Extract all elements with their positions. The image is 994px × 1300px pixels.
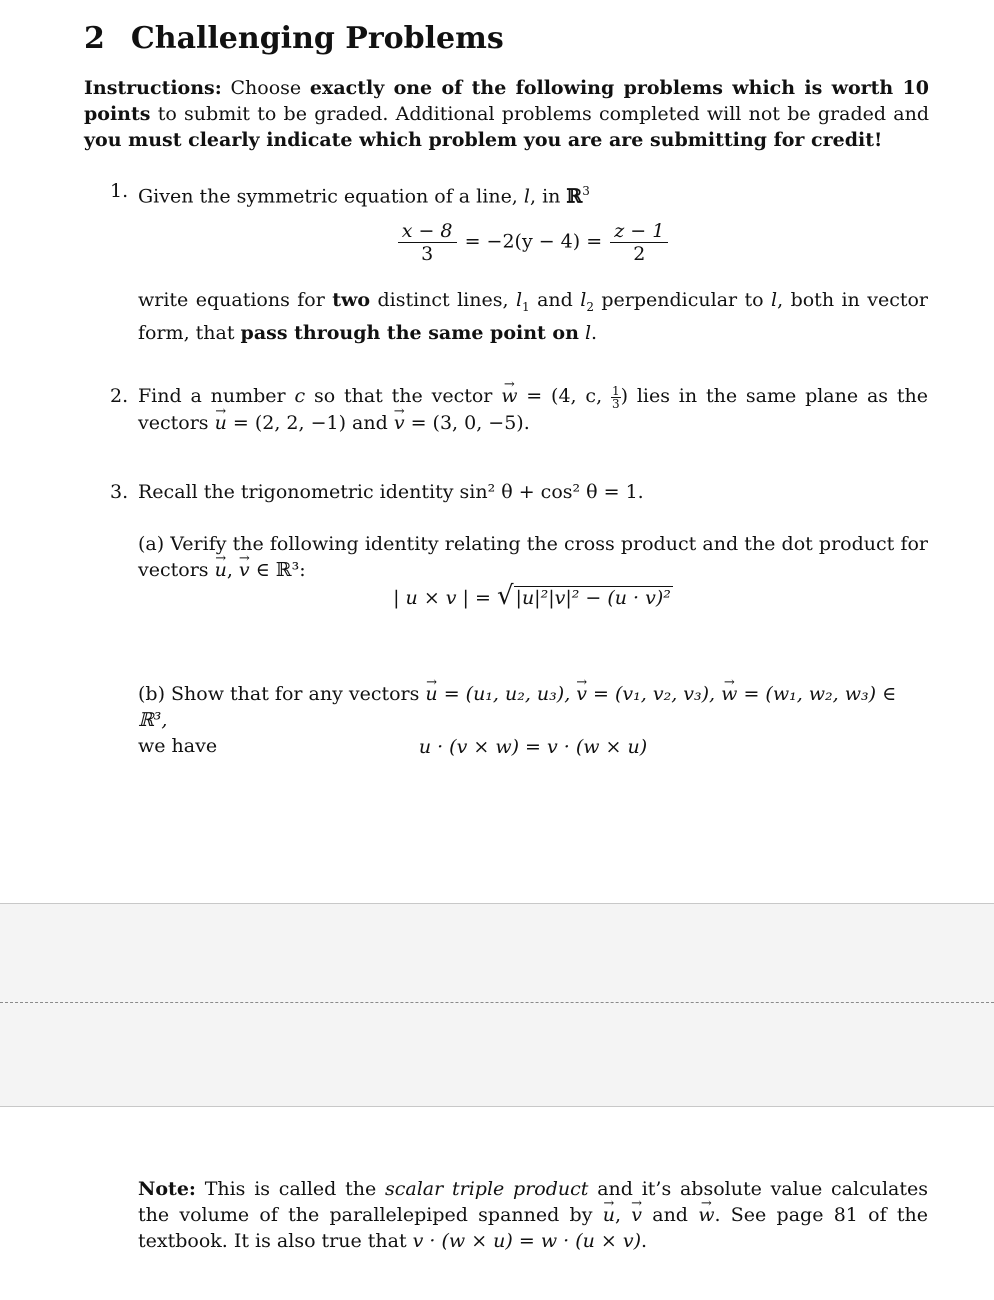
problem-1-statement: Given the symmetric equation of a line, l, in ℝ$^3$ [138, 184, 590, 208]
problem-3-intro: Recall the trigonometric identity sin² θ + cos² θ = 1. [138, 481, 644, 503]
problem-3-number: 3. [110, 481, 129, 503]
instructions: Instructions: Choose exactly one of the following problems which is worth 10 points to submit to be graded. Additional problems completed will not be graded and you must clearly indicate which problem you are are submitting for credit! [84, 77, 929, 151]
problem-3b-statement: (b) Show that for any vectors → u = (u₁, u₂, u₃), → v = (v₁, v₂, v₃), → w = (w₁, w₂, w₃) ∈ ℝ³, we have [138, 681, 928, 759]
instructions-label: Instructions: [84, 77, 222, 99]
part-b-label: (b) [138, 683, 165, 705]
page-break-bottom-border [0, 1106, 994, 1107]
section-heading [84, 20, 504, 58]
problem-3a-statement: (a) Verify the following identity relating the cross product and the dot product for vectors → u, → v ∈ ℝ³: [138, 531, 928, 583]
problem-2-statement: Find a number c so that the vector → w = (4, c, $\frac{1}{3}$ ) lies in the same plane as the vectors → u = (2, 2, −1) and → v = (3, 0, −5). [138, 383, 928, 436]
page-break-dashed-line [0, 1002, 994, 1003]
square-root: √ |u|²|v|² − (u · v)² [496, 581, 671, 611]
problem-3a-equation: | u × v | = √ |u|²|v|² − (u · v)² [393, 581, 671, 611]
problem-3b-equation: u · (v × w) = v · (w × u) [418, 736, 648, 758]
instructions-emphasis-2: you must clearly indicate which problem you are are submitting for credit! [84, 129, 883, 151]
problem-1-equation: $\frac{x - 8}{3}$ = −2(y − 4) = $\frac{z - 1}{2}$ [138, 220, 928, 265]
note-paragraph: Note: This is called the scalar triple product and it’s absolute value calculates the volume of the parallelepiped spanned by → u, → v and → w. See page 81 of the textbook. It is also true that v · (w × u) = w · (u × v). [138, 1176, 928, 1254]
fraction-one-third: $\frac{1}{3}$ [611, 383, 620, 411]
problem-1-number: 1. [110, 180, 129, 202]
fraction-x: $\frac{x - 8}{3}$ [398, 220, 457, 265]
instructions-emphasis-1: exactly one of the following problems which is worth 10 points [84, 77, 929, 125]
note-label: Note: [138, 1178, 196, 1200]
section-title: Challenging Problems [130, 21, 504, 56]
part-a-label: (a) [138, 533, 165, 555]
page-break-gap [0, 904, 994, 1106]
fraction-z: $\frac{z - 1}{2}$ [610, 220, 668, 265]
problem-2-number: 2. [110, 385, 129, 407]
problem-1-task: write equations for two distinct lines, $l_1$ and $l_2$ perpendicular to l, both in vector form, that pass through the same point on l. [138, 289, 928, 344]
sqrt-icon: √ [496, 581, 514, 611]
section-number: 2 [84, 21, 105, 56]
